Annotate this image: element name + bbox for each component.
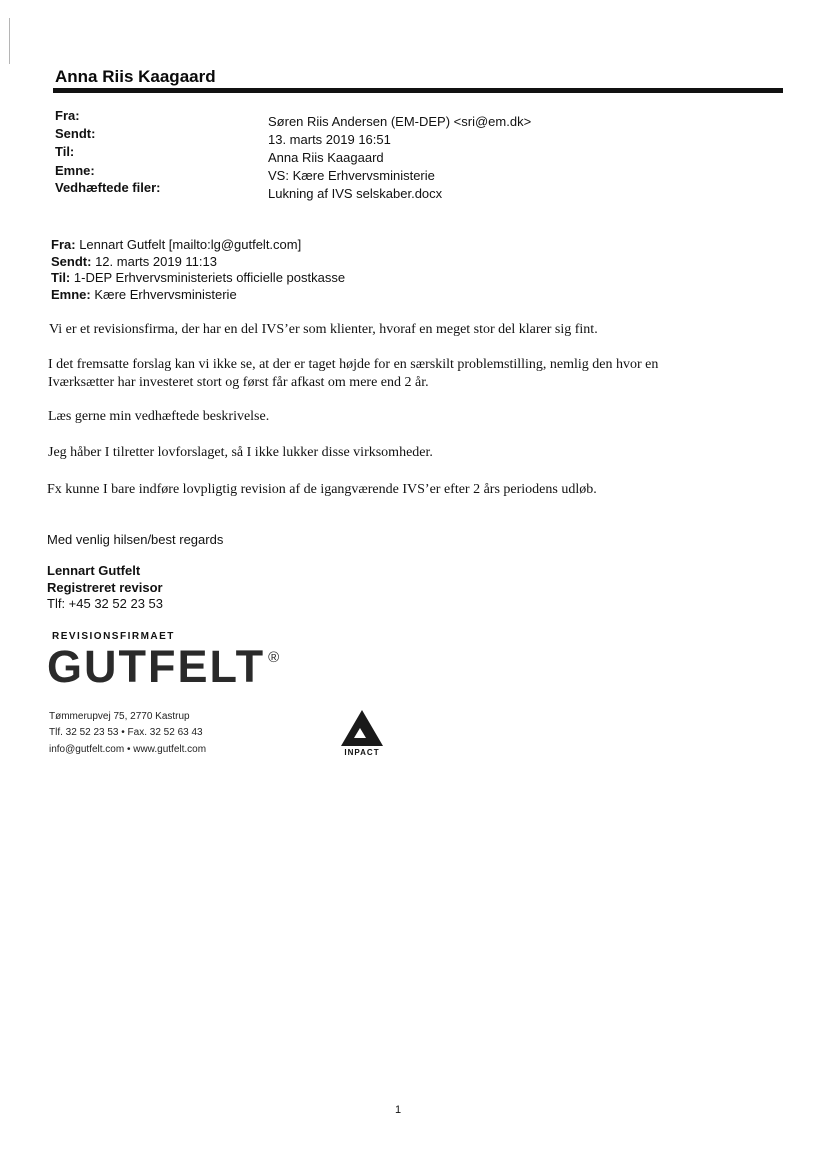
attachments-label: Vedhæftede filer: <box>55 180 161 195</box>
fwd-subject-line <box>51 287 237 302</box>
subject-value: VS: Kære Erhvervsministerie <box>268 168 435 183</box>
fwd-subject-value: Kære Erhvervsministerie <box>94 287 237 302</box>
body-paragraph-2-line-1: I det fremsatte forslag kan vi ikke se, at der er taget højde for en særskilt problemstilling, nemlig den hvor en <box>48 357 659 372</box>
fwd-from-line <box>51 237 301 252</box>
fwd-from-value: Lennart Gutfelt [mailto:lg@gutfelt.com] <box>79 237 302 252</box>
fwd-from-label: Fra: <box>51 237 76 252</box>
firm-email-web[interactable]: info@gutfelt.com • www.gutfelt.com <box>49 744 207 755</box>
firm-address: Tømmerupvej 75, 2770 Kastrup <box>49 711 190 722</box>
registered-mark: ® <box>268 649 282 666</box>
signer-title: Registreret revisor <box>47 580 163 595</box>
fwd-sent-value: 12. marts 2019 11:13 <box>95 254 217 269</box>
fwd-to-value: 1-DEP Erhvervsministeriets officielle postkasse <box>73 270 346 285</box>
sign-off-greeting: Med venlig hilsen/best regards <box>47 532 224 547</box>
sent-value: 13. marts 2019 16:51 <box>268 132 391 147</box>
scan-edge-mark <box>9 18 10 64</box>
owner-divider <box>53 88 783 93</box>
firm-label: REVISIONSFIRMAET <box>52 631 175 642</box>
gutfelt-logo <box>47 641 281 693</box>
from-value: Søren Riis Andersen (EM-DEP) <sri@em.dk> <box>268 114 532 129</box>
fwd-to-line <box>51 270 345 285</box>
fwd-to-label: Til: <box>51 270 71 285</box>
inpact-badge-label: INPACT <box>344 748 380 757</box>
to-label: Til: <box>55 144 75 159</box>
fwd-sent-line <box>51 254 217 269</box>
body-paragraph-5: Fx kunne I bare indføre lovpligtig revision af de igangværende IVS’er efter 2 års periodens udløb. <box>47 482 597 497</box>
from-label: Fra: <box>55 108 80 123</box>
subject-label: Emne: <box>55 163 95 178</box>
signer-name: Lennart Gutfelt <box>47 563 141 578</box>
gutfelt-logo-text: GUTFELT <box>47 641 266 692</box>
page-number: 1 <box>395 1104 402 1116</box>
attachment-filename[interactable]: Lukning af IVS selskaber.docx <box>268 186 443 201</box>
body-paragraph-4: Jeg håber I tilretter lovforslaget, så I ikke lukker disse virksomheder. <box>48 445 433 460</box>
signer-phone: Tlf: +45 32 52 23 53 <box>47 596 164 611</box>
sent-label: Sendt: <box>55 126 96 141</box>
firm-phone-fax: Tlf. 32 52 23 53 • Fax. 32 52 63 43 <box>49 727 203 738</box>
fwd-sent-label: Sendt: <box>51 254 92 269</box>
body-paragraph-2-line-2: Iværksætter har investeret stort og først får afkast om mere end 2 år. <box>48 375 429 390</box>
to-value: Anna Riis Kaagaard <box>268 150 384 165</box>
body-paragraph-3: Læs gerne min vedhæftede beskrivelse. <box>48 409 270 424</box>
fwd-subject-label: Emne: <box>51 287 91 302</box>
mailbox-owner-name: Anna Riis Kaagaard <box>55 67 216 86</box>
body-paragraph-1: Vi er et revisionsfirma, der har en del IVS’er som klienter, hvoraf en meget stor del klarer sig fint. <box>49 322 598 337</box>
